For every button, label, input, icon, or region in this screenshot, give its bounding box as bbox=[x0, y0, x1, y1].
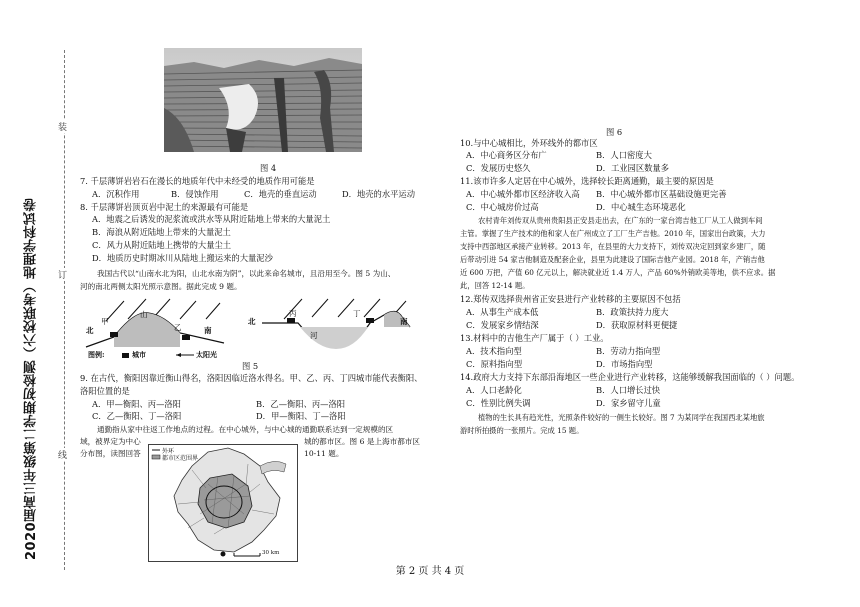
q8-option-c: C．风力从附近陆地上携带的大量尘土 bbox=[92, 240, 232, 250]
intro10-line3b: 10-11 题。 bbox=[304, 449, 344, 458]
fig5-label-south-right: 南 bbox=[400, 317, 408, 326]
q9-option-d: D．甲—衡阳、丁—洛阳 bbox=[256, 411, 346, 421]
fig4-caption: 图 4 bbox=[260, 163, 277, 173]
exam-title-vertical: 2020届高三年级第二学期初检测（六校联考）地理学科试卷 bbox=[24, 197, 39, 560]
q14-option-d: D．家乡留守儿童 bbox=[596, 398, 661, 408]
q7-option-a: A．沉积作用 bbox=[92, 189, 140, 199]
q12-stem: 12.郑传双选择贵州省正安县进行产业转移的主要原因不包括 bbox=[460, 294, 681, 304]
q14-option-a: A．人口老龄化 bbox=[466, 385, 522, 395]
fig6-legend-metro-icon bbox=[152, 455, 160, 459]
fig5-label-yi: 乙 bbox=[174, 323, 182, 332]
q13-option-c: C．原料指向型 bbox=[466, 359, 523, 369]
q12-option-b: B．政策扶持力度大 bbox=[596, 307, 669, 317]
fig4-rock-photo bbox=[164, 48, 362, 152]
fig5-label-bing: 丙 bbox=[289, 309, 297, 318]
q14-stem: 14.政府大力支持下东部沿海地区一些企业进行产业转移，这能够缓解我国面临的（ ）问题。 bbox=[460, 372, 800, 382]
q12-option-a: A．从事生产成本低 bbox=[466, 307, 539, 317]
q13-option-d: D．市场指向型 bbox=[596, 359, 653, 369]
fig5-legend-sun: 太阳光 bbox=[196, 350, 217, 359]
q7-option-d: D．地壳的水平运动 bbox=[342, 189, 416, 199]
fig5-label-ding: 丁 bbox=[353, 309, 361, 318]
intro10-line1: 通勤指从家中往返工作地点的过程。在中心城外，与中心城的通勤联系达到一定规模的区 bbox=[97, 425, 394, 434]
fig6-scale-label: 30 km bbox=[262, 550, 280, 556]
intro10-line3a: 分布图，读图回答 bbox=[80, 449, 141, 458]
q10-stem: 10.与中心城相比，外环线外的都市区 bbox=[460, 138, 598, 148]
q11-option-b: B．中心城外都市区基础设施更完善 bbox=[596, 189, 727, 199]
binding-mark-xian: 线 bbox=[58, 448, 67, 461]
intro12-line4: 后带动引进 54 家吉他制造及配套企业，县里为此建设了国际吉他产业园。2018 年，产销吉他 bbox=[460, 255, 765, 264]
fig5-legend-title: 图例: bbox=[88, 350, 105, 359]
intro10-line2a: 域，被界定为中心 bbox=[80, 437, 141, 446]
intro15-line1: 植物的生长具有趋光性，光照条件较好的一侧生长较好。图 7 为某同学在我国西北某地旅 bbox=[478, 413, 765, 422]
q13-option-b: B．劳动力指向型 bbox=[596, 346, 661, 356]
fig6-legend-outer: 外环 bbox=[162, 448, 175, 455]
q7-stem: 7. 千层薄饼岩岩石在漫长的地质年代中未经受的地质作用可能是 bbox=[80, 176, 315, 186]
fig6-legend-metro: 都市区范围界 bbox=[162, 455, 199, 462]
q13-stem: 13.材料中的吉他生产厂属于（ ）工业。 bbox=[460, 333, 609, 343]
q14-option-b: B．人口增长过快 bbox=[596, 385, 661, 395]
q9-stem-line2: 洛阳位置的是 bbox=[80, 386, 130, 396]
fig5-legend-city-icon bbox=[122, 353, 129, 358]
fig5-label-south-left: 南 bbox=[204, 326, 212, 335]
q10-option-c: C．发展历史悠久 bbox=[466, 163, 531, 173]
q11-option-a: A．中心城外都市区经济收入高 bbox=[466, 189, 580, 199]
q9-option-a: A．甲—衡阳、丙—洛阳 bbox=[92, 399, 181, 409]
fig5-city-yi bbox=[182, 335, 190, 340]
q10-option-d: D．工业园区数量多 bbox=[596, 163, 670, 173]
q8-option-b: B．海浪从附近陆地上带来的大量泥土 bbox=[92, 227, 231, 237]
fig5-caption: 图 5 bbox=[242, 361, 259, 371]
intro12-line2: 主管。掌握了生产技术的他和家人在广州成立了工厂生产吉他。2010 年，国家出台政策，大力 bbox=[460, 229, 766, 238]
fig5-label-north-right: 北 bbox=[248, 317, 256, 326]
fig5-legend-city: 城市 bbox=[132, 350, 146, 359]
fig5-label-river: 河 bbox=[310, 331, 318, 340]
fig5-city-ding bbox=[366, 318, 374, 323]
intro9-line2: 河的南北两侧太阳光照示意图。据此完成 9 题。 bbox=[80, 282, 242, 291]
intro9-line1: 我国古代以“山南水北为阳，山北水南为阴”，以此来命名城市，且沿用至今。图 5 为山、 bbox=[97, 269, 396, 278]
fig5-label-mountain: 山 bbox=[140, 310, 148, 319]
binding-mark-zhuang: 装 bbox=[58, 120, 67, 133]
q10-option-a: A．中心商务区分布广 bbox=[466, 150, 547, 160]
fig6-north-marker bbox=[221, 552, 226, 557]
intro12-line6: 此，回答 12-14 题。 bbox=[460, 281, 530, 290]
q9-option-c: C．乙—衡阳、丁—洛阳 bbox=[92, 411, 182, 421]
intro15-line2: 游时所拍摄的一张照片。完成 15 题。 bbox=[460, 426, 584, 435]
q11-option-c: C．中心城房价过高 bbox=[466, 202, 539, 212]
binding-mark-ding: 订 bbox=[58, 268, 67, 281]
intro10-line2b: 城的都市区。图 6 是上海市都市区 bbox=[304, 437, 420, 446]
intro12-line1: 农村青年刘传双从贵州贵阳县正安县走出去，在广东的一家台湾吉他工厂从工人做到车间 bbox=[478, 216, 763, 225]
q7-option-c: C．地壳的垂直运动 bbox=[244, 189, 317, 199]
q11-option-d: D．中心城生态环境恶化 bbox=[596, 202, 686, 212]
fig5-label-jia: 甲 bbox=[101, 317, 109, 326]
page-footer: 第 2 页 共 4 页 bbox=[395, 566, 465, 577]
intro12-line5: 近 600 万把，产值 60 亿元以上，解决就业近 1.4 万人，产品 60%外销欧美等地，供不应求。据 bbox=[460, 268, 776, 277]
q13-option-a: A．技术指向型 bbox=[466, 346, 522, 356]
fig5-city-jia bbox=[110, 332, 118, 337]
q12-option-d: D．获取原材料更便捷 bbox=[596, 320, 678, 330]
q9-stem-line1: 9. 在古代，衡阳因靠近衡山得名，洛阳因临近洛水得名。甲、乙、丙、丁四城市能代表衡阳、 bbox=[80, 373, 423, 383]
q8-option-d: D．地质历史时期冰川从陆地上搬运来的大量泥沙 bbox=[92, 253, 273, 263]
q8-stem: 8. 千层薄饼岩顶页岩中泥土的来源最有可能是 bbox=[80, 202, 249, 212]
q11-stem: 11.该市许多人定居在中心城外，选择较长距离通勤，最主要的原因是 bbox=[460, 176, 714, 186]
q8-option-a: A．地震之后诱发的泥浆流或洪水等从附近陆地上带来的大量泥土 bbox=[92, 214, 331, 224]
q10-option-b: B．人口密度大 bbox=[596, 150, 652, 160]
intro12-line3: 支持中西部地区承接产业转移。2013 年，在县里的大力支持下，刘传双决定回到家乡建厂，随 bbox=[460, 242, 766, 251]
q12-option-c: C．发展家乡情结深 bbox=[466, 320, 539, 330]
q14-option-c: C．性别比例失调 bbox=[466, 398, 531, 408]
q9-option-b: B．乙—衡阳、丙—洛阳 bbox=[256, 399, 346, 409]
fig5-label-north-left: 北 bbox=[86, 326, 94, 335]
fig6-caption: 图 6 bbox=[606, 127, 623, 137]
q7-option-b: B．侵蚀作用 bbox=[171, 189, 219, 199]
